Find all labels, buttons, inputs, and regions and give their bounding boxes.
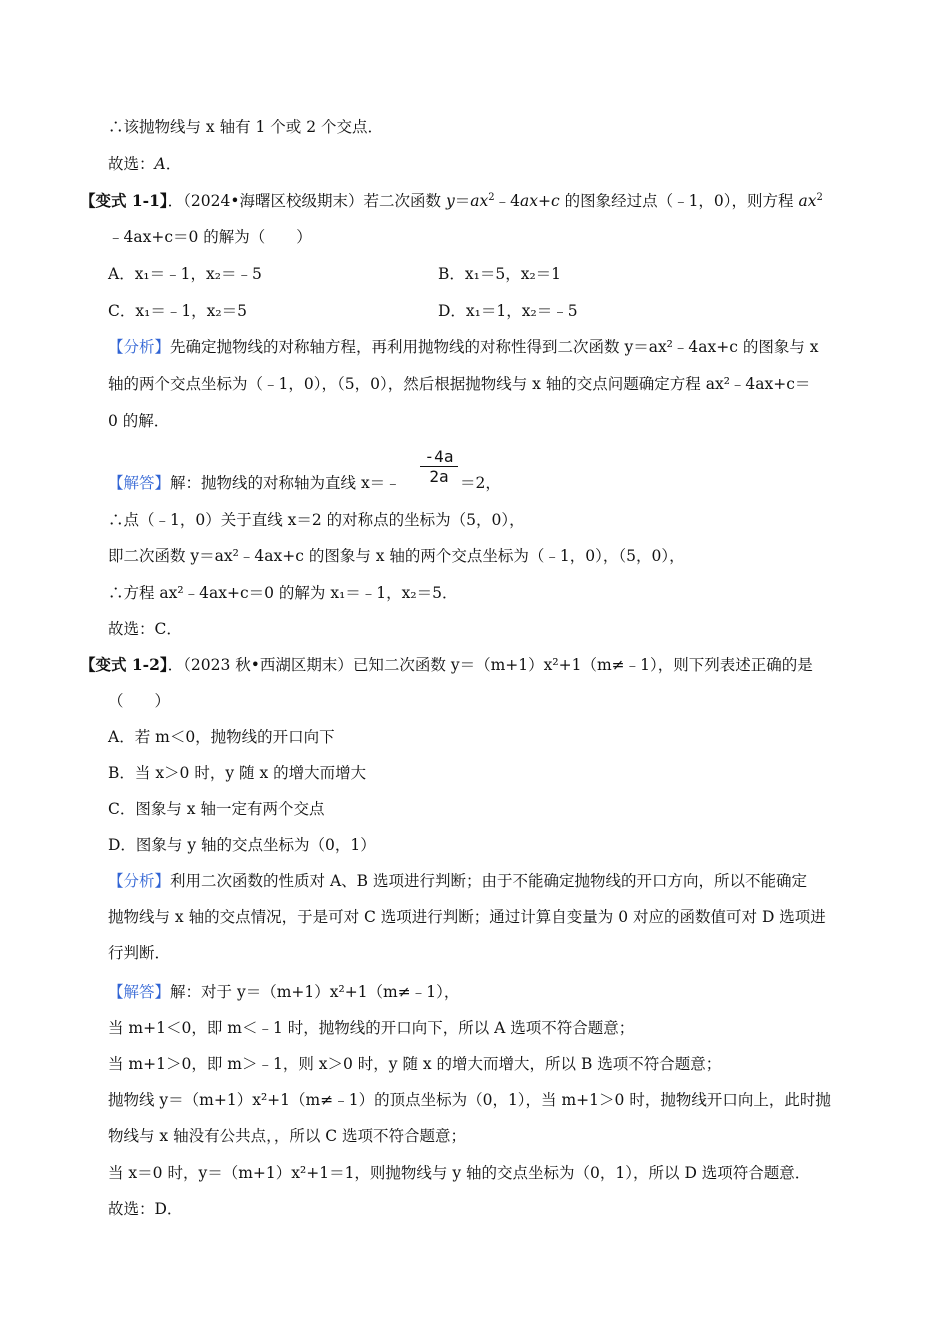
solution-text: 解：抛物线的对称轴为直线 x＝﹣ <box>170 474 401 492</box>
solution-line-2: 当 m+1＜0，即 m＜﹣1 时，抛物线的开口向下，所以 A 选项不符合题意； <box>108 1019 635 1037</box>
fraction <box>420 448 458 485</box>
option-c: C．图象与 x 轴一定有两个交点 <box>108 800 325 818</box>
variant-1-2-question <box>80 654 813 676</box>
analysis-text: 利用二次函数的性质对 A、B 选项进行判断；由于不能确定抛物线的开口方向，所以不能确定 <box>170 872 807 890</box>
option-b: B．x₁＝5，x₂＝1 <box>438 265 562 283</box>
solution-line-6: 当 x＝0 时，y＝（m+1）x²+1＝1，则抛物线与 y 轴的交点坐标为（0，1），所以 D 选项符合题意． <box>108 1164 811 1182</box>
question-intro: ．（2024•海曙区校级期末）若二次函数 <box>167 192 446 210</box>
option-a: A．x₁＝﹣1，x₂＝﹣5 <box>108 265 262 283</box>
solution-line-3: 即二次函数 y＝ax²﹣4ax+c 的图象与 x 轴的两个交点坐标为（﹣1，0），（5，0）， <box>108 547 685 565</box>
solution-line-1 <box>108 472 401 494</box>
solution-line-2: ∴点（﹣1，0）关于直线 x＝2 的对称点的坐标为（5，0）， <box>108 511 525 529</box>
analysis-text: 先确定抛物线的对称轴方程，再利用抛物线的对称性得到二次函数 y＝ax²﹣4ax+c 的图象与 x <box>170 338 819 356</box>
analysis-line-1 <box>108 870 807 892</box>
solution-tag: 【解答】 <box>108 474 171 492</box>
analysis-line-3: 行判断． <box>108 944 171 962</box>
answer-choice: A <box>154 155 166 173</box>
eq-equals: ＝ <box>454 192 471 210</box>
answer-line-1-2: 故选：D． <box>108 1200 183 1218</box>
variant-1-1-question: 【变式 1-1】．（2024•海曙区校级期末）若二次函数 $y=ax^2﹣4ax+c$ 的图象经过点（﹣1，0），则方程 $ax^2$ <box>80 191 823 210</box>
answer-line <box>108 153 181 175</box>
variant-1-2-question-cont: （ ） <box>108 692 171 710</box>
fraction-denominator: 2a <box>429 467 449 486</box>
solution-tag: 【解答】 <box>108 983 171 1001</box>
analysis-line-1 <box>108 336 819 358</box>
analysis-tag: 【分析】 <box>108 338 171 356</box>
analysis-tag: 【分析】 <box>108 872 171 890</box>
analysis-line-3: 0 的解． <box>108 412 170 430</box>
analysis-line-2: 轴的两个交点坐标为（﹣1，0），（5，0），然后根据抛物线与 x 轴的交点问题确定方程 ax²﹣4ax+c＝ <box>108 375 811 393</box>
solution-line-1 <box>108 981 459 1003</box>
answer-line-1-1: 故选：C． <box>108 620 182 638</box>
solution-line-4: ∴方程 ax²﹣4ax+c＝0 的解为 x₁＝﹣1，x₂＝5． <box>108 584 458 602</box>
variant-tag: 【变式 1-1】 <box>80 191 168 210</box>
option-b: B．当 x＞0 时，y 随 x 的增大而增大 <box>108 764 367 782</box>
analysis-line-2: 抛物线与 x 轴的交点情况，于是可对 C 选项进行判断；通过计算自变量为 0 对应的函数值可对 D 选项进 <box>108 908 826 926</box>
eq-y: y <box>445 192 455 210</box>
option-c: C．x₁＝﹣1，x₂＝5 <box>108 302 247 320</box>
conclusion-line: ∴该抛物线与 x 轴有 1 个或 2 个交点． <box>108 118 384 136</box>
variant-1-1-question-cont: ﹣4ax+c＝0 的解为（ ） <box>108 228 312 246</box>
question-text: ．（2023 秋•西湖区期末）已知二次函数 y＝（m+1）x²+1（m≠﹣1），则下列表述正确的是 <box>167 656 813 674</box>
solution-line-3: 当 m+1＞0，即 m＞﹣1，则 x＞0 时，y 随 x 的增大而增大，所以 B 选项不符合题意； <box>108 1055 722 1073</box>
solution-line-4: 抛物线 y＝（m+1）x²+1（m≠﹣1）的顶点坐标为（0，1），当 m+1＞0 时，抛物线开口向上，此时抛 <box>108 1091 831 1109</box>
solution-line-1-end: ＝2， <box>460 474 501 492</box>
fraction-numerator: -4a <box>420 448 458 467</box>
solution-line-5: 物线与 x 轴没有公共点，，所以 C 选项不符合题意； <box>108 1127 467 1145</box>
solution-text: 解：对于 y＝（m+1）x²+1（m≠﹣1）， <box>170 983 460 1001</box>
option-d: D．x₁＝1，x₂＝﹣5 <box>438 302 578 320</box>
option-a: A．若 m＜0，抛物线的开口向下 <box>108 728 335 746</box>
question-continue: 的图象经过点（﹣1，0），则方程 <box>564 192 794 210</box>
variant-tag: 【变式 1-2】 <box>80 655 168 674</box>
answer-prefix: 故选： <box>108 155 155 173</box>
option-d: D．图象与 y 轴的交点坐标为（0，1） <box>108 836 376 854</box>
answer-period: ． <box>165 155 182 173</box>
